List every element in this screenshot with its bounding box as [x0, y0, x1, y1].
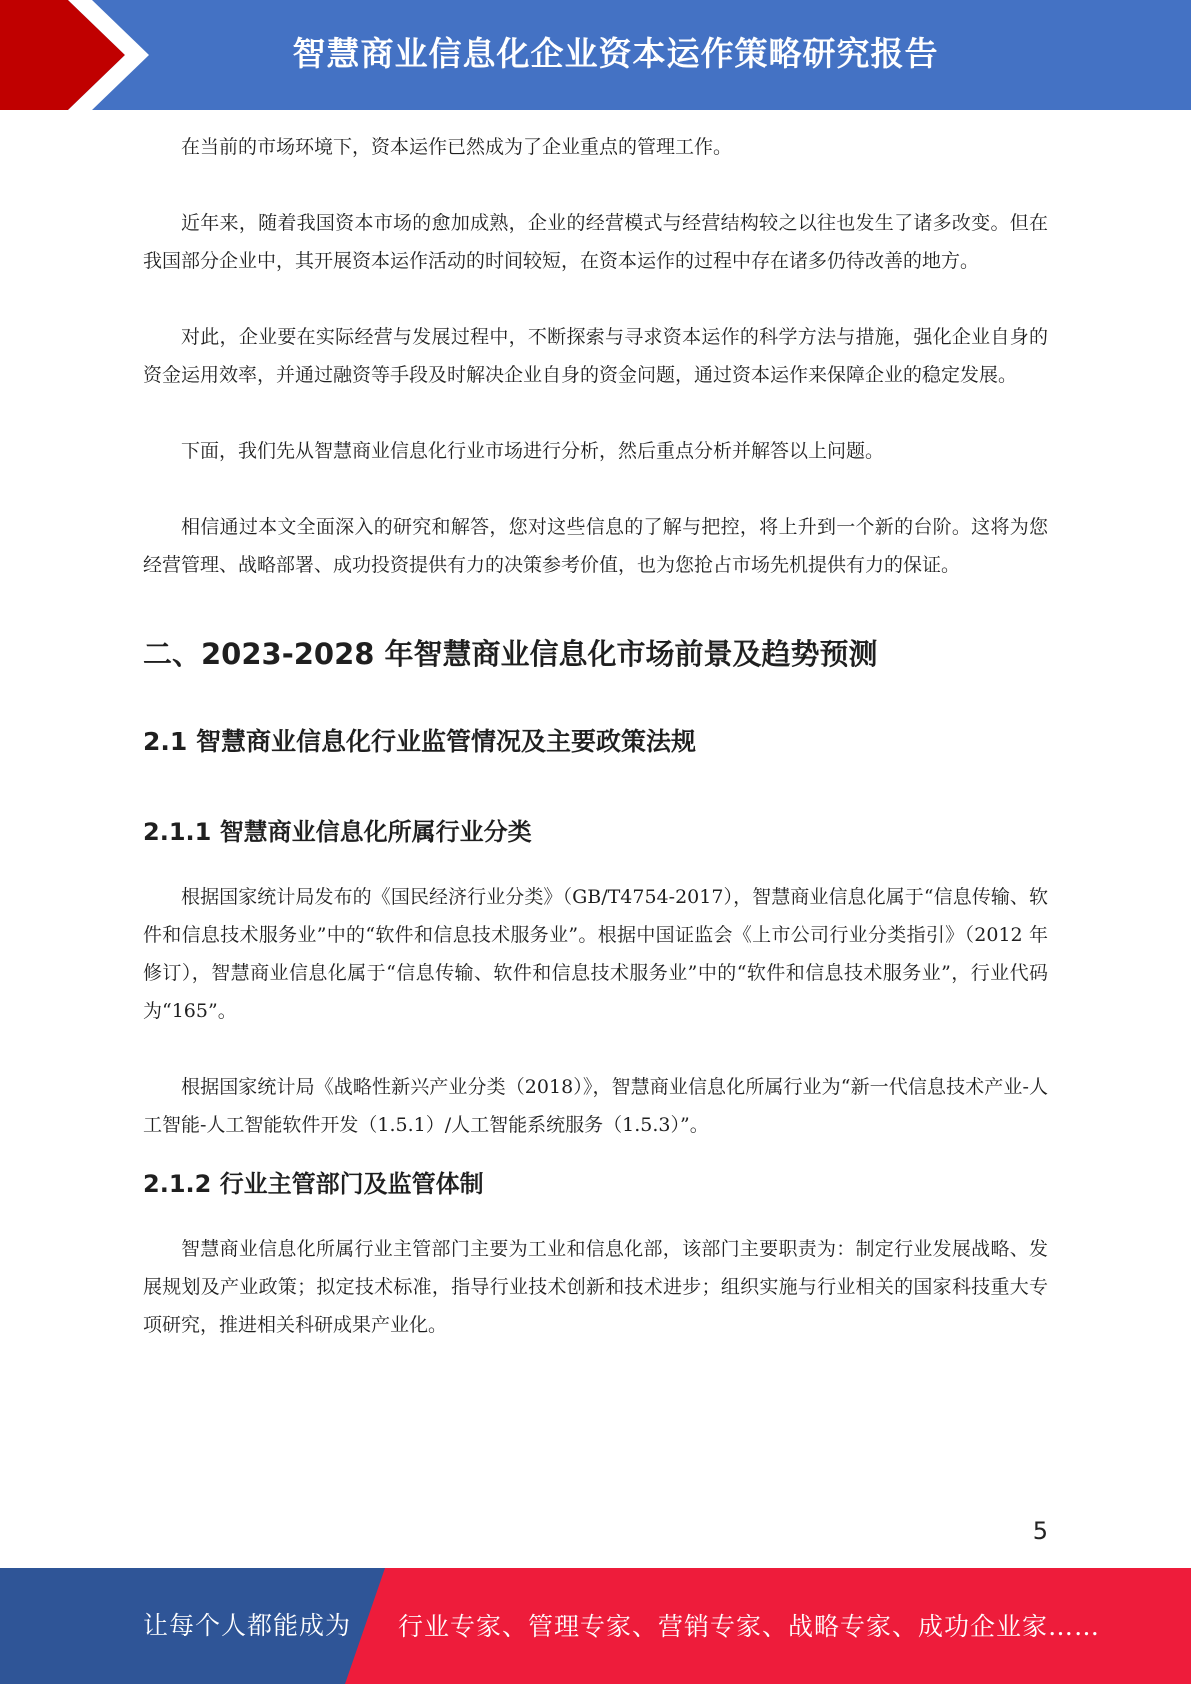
page-footer [0, 1568, 1191, 1684]
subsubsection-heading-2-1-2: 2.1.2 行业主管部门及监管体制 [143, 1170, 484, 1198]
paragraph-background: 近年来，随着我国资本市场的愈加成熟，企业的经营模式与经营结构较之以往也发生了诸多改变。但在我国部分企业中，其开展资本运作活动的时间较短，在资本运作的过程中存在诸多仍待改善的地方。 [143, 212, 1048, 272]
footer-slogan-left: 让每个人都能成为 [143, 1611, 352, 1640]
report-title: 智慧商业信息化企业资本运作策略研究报告 [292, 34, 939, 73]
paragraph-measures: 对此，企业要在实际经营与发展过程中，不断探索与寻求资本运作的科学方法与措施，强化企业自身的资金运用效率，并通过融资等手段及时解决企业自身的资金问题，通过资本运作来保障企业的稳定发展。 [143, 326, 1048, 386]
subsubsection-heading-2-1-1: 2.1.1 智慧商业信息化所属行业分类 [143, 818, 532, 846]
paragraph-industry-classification: 根据国家统计局发布的《国民经济行业分类》（GB/T4754-2017），智慧商业信息化属于“信息传输、软件和信息技术服务业”中的“软件和信息技术服务业”。根据中国证监会《上市公司行业分类指引》（2012 年修订），智慧商业信息化属于“信息传输、软件和信息技术服务业”中的“软件和信息技术服务业”，行业代码为“165”。 [143, 886, 1048, 1022]
document-body [143, 128, 1048, 1382]
paragraph-outline: 下面，我们先从智慧商业信息化行业市场进行分析，然后重点分析并解答以上问题。 [181, 440, 885, 462]
subsection-heading-2-1: 2.1 智慧商业信息化行业监管情况及主要政策法规 [143, 727, 696, 756]
footer-slogan-right: 行业专家、管理专家、营销专家、战略专家、成功企业家…… [398, 1612, 1101, 1641]
paragraph-regulator: 智慧商业信息化所属行业主管部门主要为工业和信息化部，该部门主要职责为：制定行业发展战略、发展规划及产业政策；拟定技术标准，指导行业技术创新和技术进步；组织实施与行业相关的国家科技重大专项研究，推进相关科研成果产业化。 [143, 1238, 1048, 1336]
header-arrow-decoration [0, 0, 160, 110]
paragraph-value: 相信通过本文全面深入的研究和解答，您对这些信息的了解与把控，将上升到一个新的台阶。这将为您经营管理、战略部署、成功投资提供有力的决策参考价值，也为您抢占市场先机提供有力的保证。 [143, 516, 1048, 576]
paragraph-strategic-industry: 根据国家统计局《战略性新兴产业分类（2018）》，智慧商业信息化所属行业为“新一代信息技术产业-人工智能-人工智能软件开发（1.5.1）/人工智能系统服务（1.5.3）”。 [143, 1076, 1048, 1136]
paragraph-intro: 在当前的市场环境下，资本运作已然成为了企业重点的管理工作。 [181, 136, 733, 158]
page-header [0, 0, 1191, 110]
section-heading-2: 二、2023-2028 年智慧商业信息化市场前景及趋势预测 [143, 637, 878, 671]
page-number: 5 [1032, 1517, 1048, 1545]
